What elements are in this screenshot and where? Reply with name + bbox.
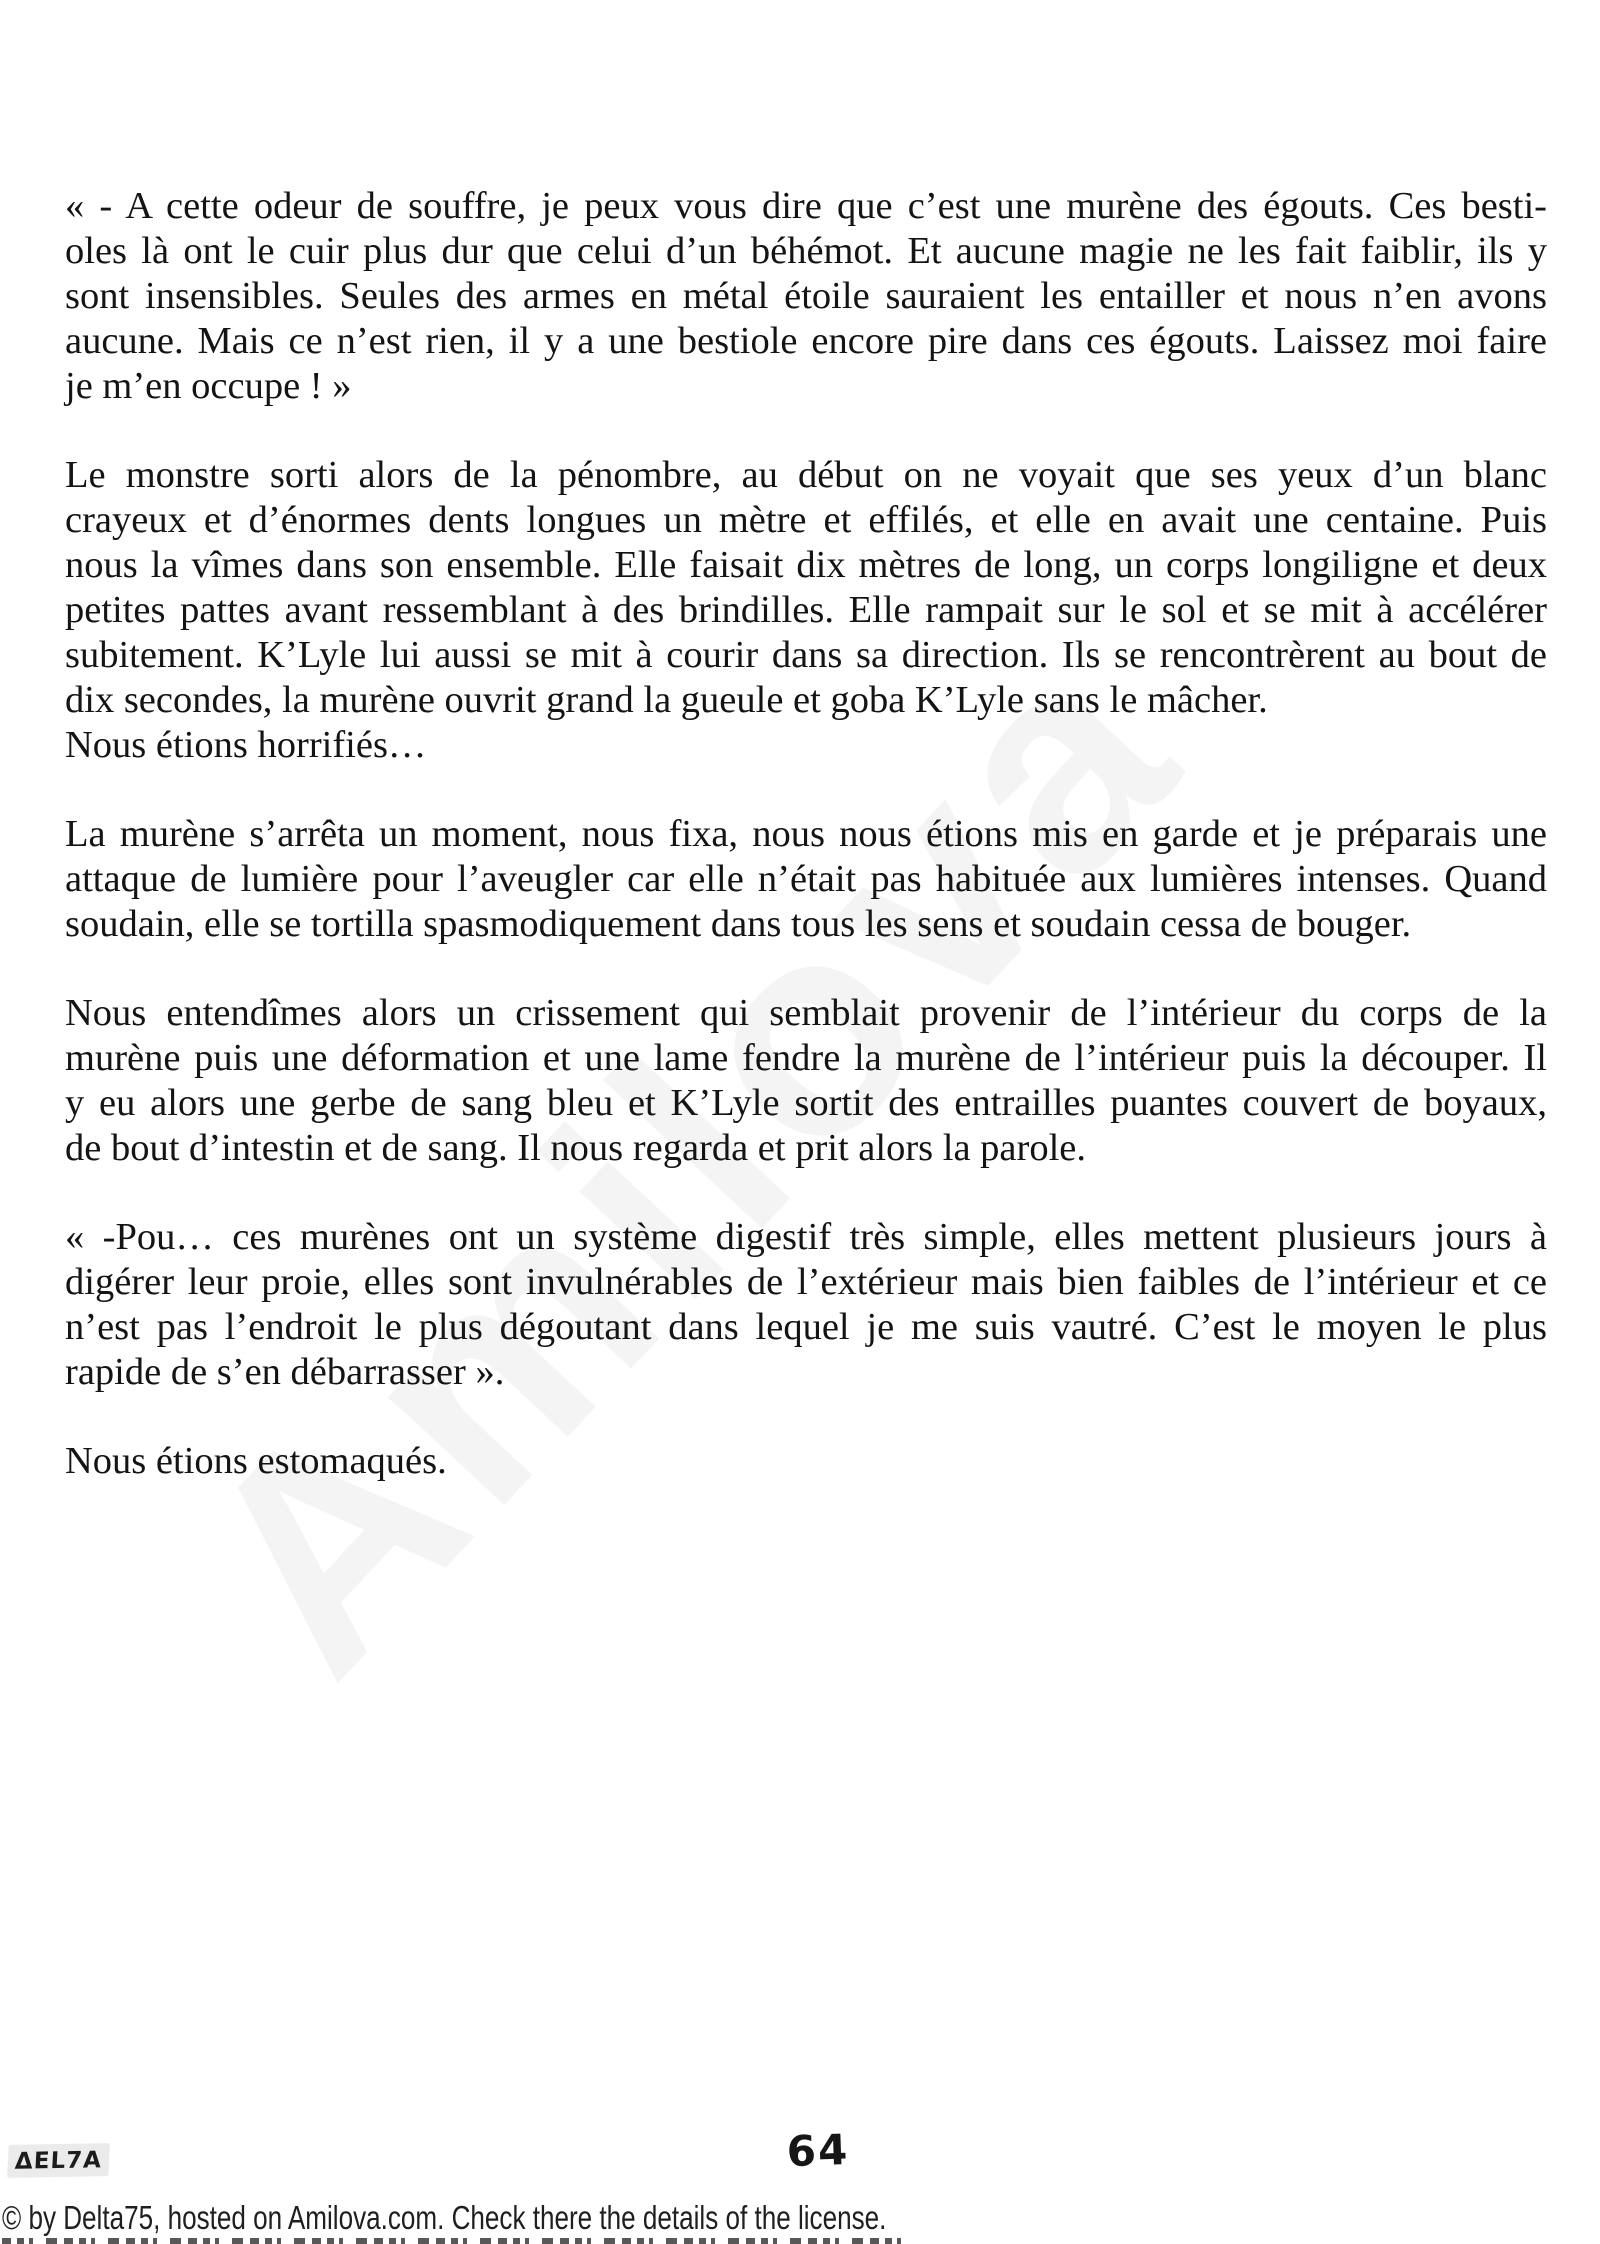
paragraph bbox=[65, 1439, 1547, 1484]
paragraph bbox=[65, 453, 1547, 723]
text-line: Le monstre sorti alors de la pénombre, au début on ne voyait que ses yeux d’un blanc bbox=[65, 454, 1547, 496]
text-line: « -Pou… ces murènes ont un système digestif très simple, elles mettent plusieurs jours à bbox=[65, 1216, 1547, 1258]
paragraph bbox=[65, 812, 1547, 947]
text-line: y eu alors une gerbe de sang bleu et K’Lyle sortit des entrailles puantes couvert de boyaux, bbox=[65, 1082, 1547, 1124]
text-line: soudain, elle se tortilla spasmodiquement dans tous les sens et soudain cessa de bouger. bbox=[65, 903, 1412, 945]
text-line: crayeux et d’énormes dents longues un mètre et effilés, et elle en avait une centaine. Puis bbox=[65, 499, 1547, 541]
text-line: aucune. Mais ce n’est rien, il y a une bestiole encore pire dans ces égouts. Laissez moi faire bbox=[65, 320, 1547, 362]
text-line: sont insensibles. Seules des armes en métal étoile sauraient les entailler et nous n’en avons bbox=[65, 275, 1547, 317]
paragraph bbox=[65, 184, 1547, 409]
text-line: dix secondes, la murène ouvrit grand la gueule et goba K’Lyle sans le mâcher. bbox=[65, 679, 1268, 721]
text-line: Nous étions estomaqués. bbox=[65, 1440, 447, 1482]
paragraph bbox=[65, 991, 1547, 1171]
cropped-text-strip bbox=[2, 2238, 907, 2244]
license-text: © by Delta75, hosted on Amilova.com. Check there the details of the license. bbox=[2, 2199, 887, 2236]
paragraph bbox=[65, 723, 1547, 768]
text-line: « - A cette odeur de souffre, je peux vous dire que c’est une murène des égouts. Ces besti- bbox=[65, 185, 1547, 227]
text-line: n’est pas l’endroit le plus dégoutant dans lequel je me suis vautré. C’est le moyen le plus bbox=[65, 1306, 1547, 1348]
text-line: je m’en occupe ! » bbox=[65, 365, 352, 407]
paragraph bbox=[65, 1215, 1547, 1395]
page-number: 64 bbox=[785, 2124, 851, 2177]
story-text-block bbox=[65, 184, 1547, 1484]
text-line: subitement. K’Lyle lui aussi se mit à courir dans sa direction. Ils se rencontrèrent au bout de bbox=[65, 634, 1547, 676]
delta-author-logo: ΔEL7A bbox=[7, 2143, 110, 2178]
text-line: petites pattes avant ressemblant à des brindilles. Elle rampait sur le sol et se mit à accélérer bbox=[65, 589, 1547, 631]
text-line: nous la vîmes dans son ensemble. Elle faisait dix mètres de long, un corps longiligne et deux bbox=[65, 544, 1547, 586]
text-line: rapide de s’en débarrasser ». bbox=[65, 1351, 505, 1393]
text-line: Nous entendîmes alors un crissement qui semblait provenir de l’intérieur du corps de la bbox=[65, 992, 1547, 1034]
text-line: Nous étions horrifiés… bbox=[65, 724, 427, 766]
text-line: attaque de lumière pour l’aveugler car elle n’était pas habituée aux lumières intenses. Quand bbox=[65, 858, 1547, 900]
text-line: La murène s’arrêta un moment, nous fixa, nous nous étions mis en garde et je préparais une bbox=[65, 813, 1547, 855]
text-line: de bout d’intestin et de sang. Il nous regarda et prit alors la parole. bbox=[65, 1127, 1087, 1169]
text-line: digérer leur proie, elles sont invulnérables de l’extérieur mais bien faibles de l’intérieur et ce bbox=[65, 1261, 1547, 1303]
text-line: oles là ont le cuir plus dur que celui d’un béhémot. Et aucune magie ne les fait faiblir, ils y bbox=[65, 230, 1547, 272]
text-line: murène puis une déformation et une lame fendre la murène de l’intérieur puis la découper. Il bbox=[65, 1037, 1547, 1079]
